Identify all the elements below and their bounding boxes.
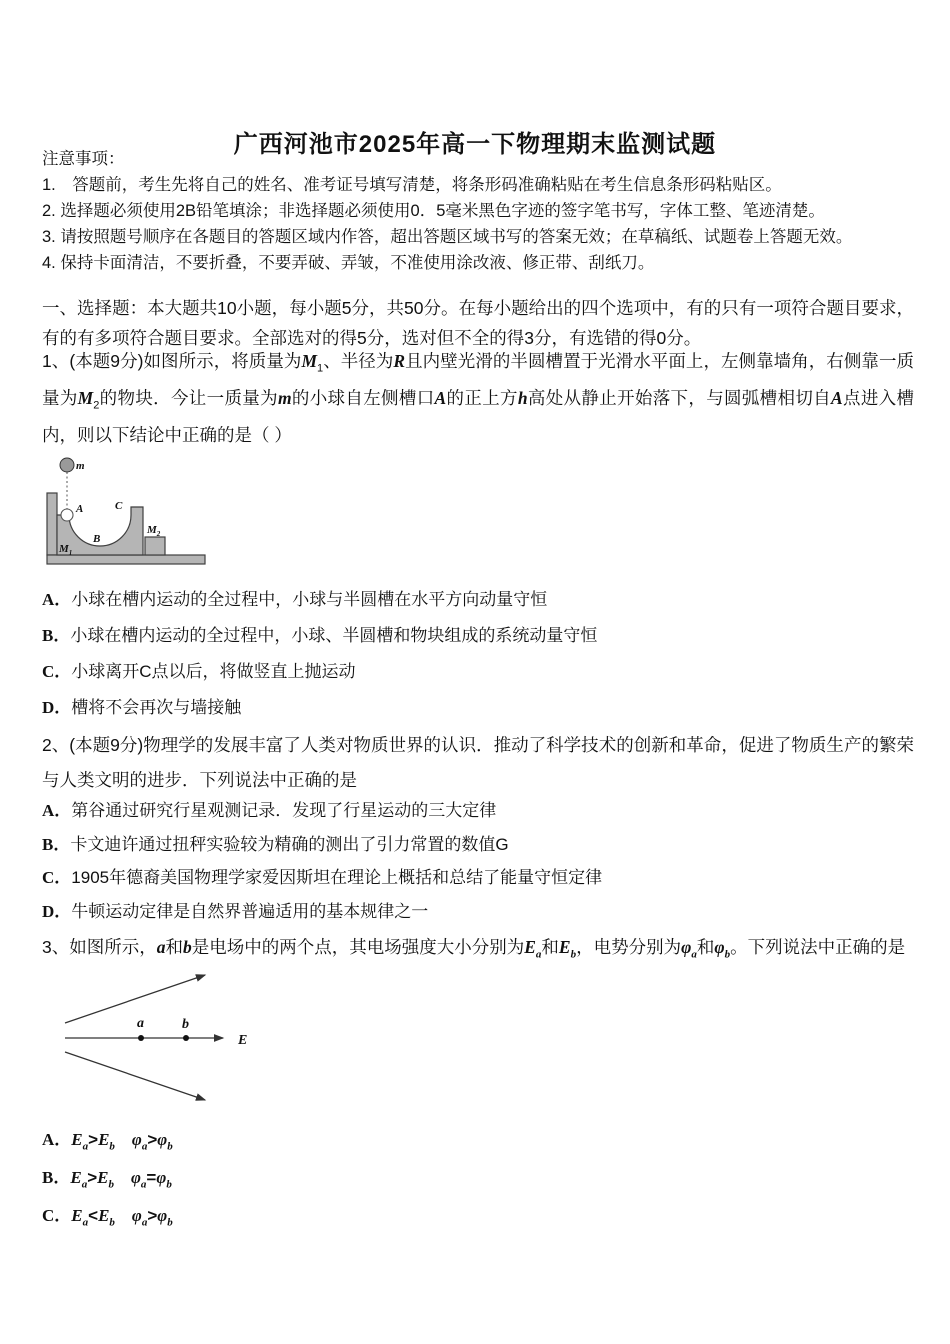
field-line-top bbox=[65, 975, 205, 1023]
question-3-stem: 3、如图所示，a和b是电场中的两个点，其电场强度大小分别为$E_a$和$E_b$，电势分别为$\varphi_a$和$\varphi_b$。下列说法中正确的是 bbox=[42, 937, 906, 961]
question-1-stem: 1、(本题9分)如图所示，将质量为$M_1$、半径为R且内壁光滑的半圆槽置于光滑水平面上，左侧靠墙角，右侧靠一质量为$M_2$的物块．今让一质量为m的小球自左侧槽口A的正上方h高处从静止开始落下，与圆弧槽相切自A点进入槽内，则以下结论中正确的是（ ） bbox=[42, 351, 914, 445]
block-m2 bbox=[145, 537, 165, 555]
question-1-options bbox=[42, 582, 914, 726]
q1-option-a: A．小球在槽内运动的全过程中，小球与半圆槽在水平方向动量守恒 bbox=[42, 590, 548, 609]
notice-item-2: 2. 选择题必须使用2B铅笔填涂；非选择题必须使用0．5毫米黑色字迹的签字笔书写，字体工整、笔迹清楚。 bbox=[42, 202, 825, 220]
page-title: 广西河池市2025年高一下物理期末监测试题 bbox=[233, 131, 717, 159]
label-m1: $M_1$ bbox=[59, 543, 73, 557]
q3-option-a: A．$E_a>E_b$ $\varphi_a>\varphi_b$ bbox=[42, 1130, 173, 1153]
label-point-c: C bbox=[115, 500, 123, 512]
q2-option-d: D．牛顿运动定律是自然界普遍适用的基本规律之一 bbox=[42, 901, 429, 921]
field-line-bottom bbox=[65, 1052, 205, 1100]
label-m2: $M_2$ bbox=[147, 524, 161, 538]
q3-option-b: B．$E_a>E_b$ $\varphi_a=\varphi_b$ bbox=[42, 1168, 172, 1191]
q2-option-c: C．1905年德裔美国物理学家爱因斯坦在理论上概括和总结了能量守恒定律 bbox=[42, 868, 603, 887]
question-3-options bbox=[42, 1121, 914, 1235]
q1-option-b: B．小球在槽内运动的全过程中，小球、半圆槽和物块组成的系统动量守恒 bbox=[42, 626, 598, 645]
label-point-b: B bbox=[93, 533, 101, 545]
q2-option-a: A．第谷通过研究行星观测记录．发现了行星运动的三大定律 bbox=[42, 801, 497, 820]
label-point-a: a bbox=[137, 1016, 144, 1031]
q3-option-c: C．$E_a<E_b$ $\varphi_a>\varphi_b$ bbox=[42, 1206, 173, 1229]
wall bbox=[47, 493, 57, 555]
notice-item-4: 4. 保持卡面清洁，不要折叠，不要弄破、弄皱，不准使用涂改液、修正带、刮纸刀。 bbox=[42, 254, 655, 272]
notices-heading: 注意事项： bbox=[42, 150, 125, 168]
notice-item-3: 3. 请按照题号顺序在各题目的答题区域内作答，超出答题区域书写的答案无效；在草稿纸、试题卷上答题无效。 bbox=[42, 228, 853, 246]
notice-item-1: 1. 答题前，考生先将自己的姓名、准考证号填写清楚，将条形码准确粘贴在考生信息条形码粘贴区。 bbox=[42, 176, 782, 194]
label-point-b: b bbox=[182, 1017, 189, 1032]
point-b-dot bbox=[183, 1035, 189, 1041]
point-a-dot bbox=[138, 1035, 144, 1041]
q1-option-d: D．槽将不会再次与墙接触 bbox=[42, 698, 242, 717]
q2-option-b: B．卡文迪许通过扭秤实验较为精确的测出了引力常置的数值G bbox=[42, 834, 509, 854]
q1-option-c: C．小球离开C点以后，将做竖直上抛运动 bbox=[42, 662, 356, 681]
label-point-a: A bbox=[76, 503, 84, 515]
question-1-figure bbox=[43, 451, 233, 569]
ball-at-point-a bbox=[61, 509, 73, 521]
question-3-figure bbox=[55, 967, 415, 1117]
label-m: m bbox=[76, 460, 85, 472]
notices-section bbox=[42, 146, 914, 276]
question-2-stem: 2、(本题9分)物理学的发展丰富了人类对物质世界的认识．推动了科学技术的创新和革命，促进了物质生产的繁荣与人类文明的进步．下列说法中正确的是 bbox=[42, 735, 914, 790]
question-2-options bbox=[42, 794, 914, 928]
label-field-e: E bbox=[238, 1033, 248, 1048]
section-one-intro: 一、选择题：本大题共10小题，每小题5分，共50分。在每小题给出的四个选项中，有的只有一项符合题目要求，有的有多项符合题目要求。全部选对的得5分，选对但不全的得3分，有选错的得0分。 bbox=[42, 298, 914, 348]
ball-m bbox=[60, 458, 74, 472]
